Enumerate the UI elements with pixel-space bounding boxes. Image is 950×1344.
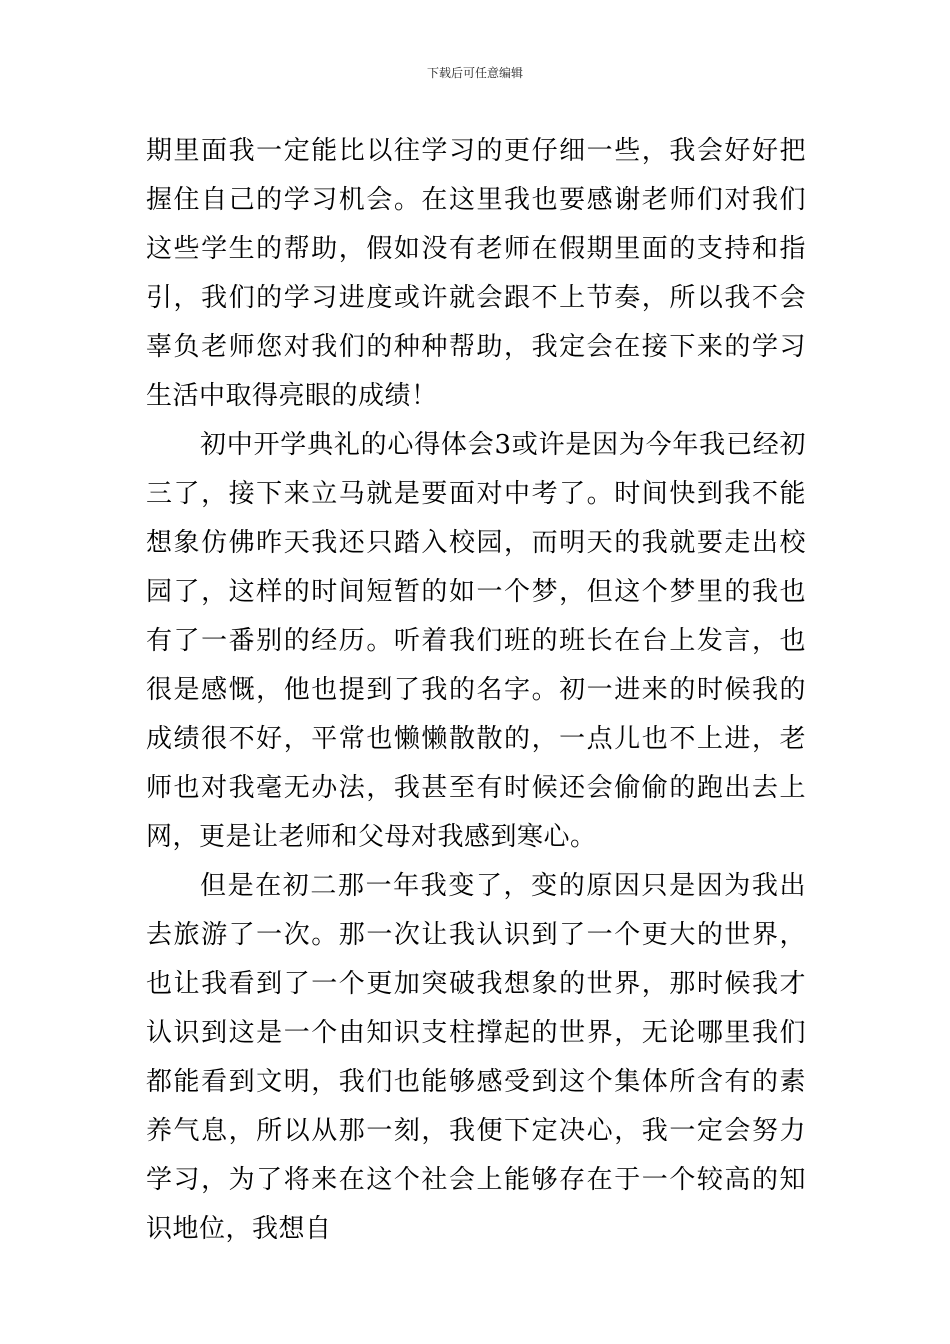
document-body	[146, 127, 806, 1254]
paragraph-turning-point: 但是在初二那一年我变了，变的原因只是因为我出去旅游了一次。那一次让我认识到了一个更大的世界，也让我看到了一个更加突破我想象的世界，那时候我才认识到这是一个由知识支柱撑起的世界，无论哪里我们都能看到文明，我们也能够感受到这个集体所含有的素养气息，所以从那一刻，我便下定决心，我一定会努力学习，为了将来在这个社会上能够存在于一个较高的知识地位，我想自	[146, 871, 806, 1244]
paragraph-opening-ceremony-reflection: 初中开学典礼的心得体会3或许是因为今年我已经初三了，接下来立马就是要面对中考了。时间快到我不能想象仿佛昨天我还只踏入校园，而明天的我就要走出校园了，这样的时间短暂的如一个梦，但这个梦里的我也有了一番别的经历。听着我们班的班长在台上发言，也很是感慨，他也提到了我的名字。初一进来的时候我的成绩很不好，平常也懒懒散散的，一点儿也不上进，老师也对我毫无办法，我甚至有时候还会偷偷的跑出去上网，更是让老师和父母对我感到寒心。	[146, 430, 806, 852]
paragraph-continued: 期里面我一定能比以往学习的更仔细一些，我会好好把握住自己的学习机会。在这里我也要感谢老师们对我们这些学生的帮助，假如没有老师在假期里面的支持和指引，我们的学习进度或许就会跟不上节奏，所以我不会辜负老师您对我们的种种帮助，我定会在接下来的学习生活中取得亮眼的成绩！	[146, 136, 806, 411]
page-header: 下载后可任意编辑	[426, 66, 523, 80]
